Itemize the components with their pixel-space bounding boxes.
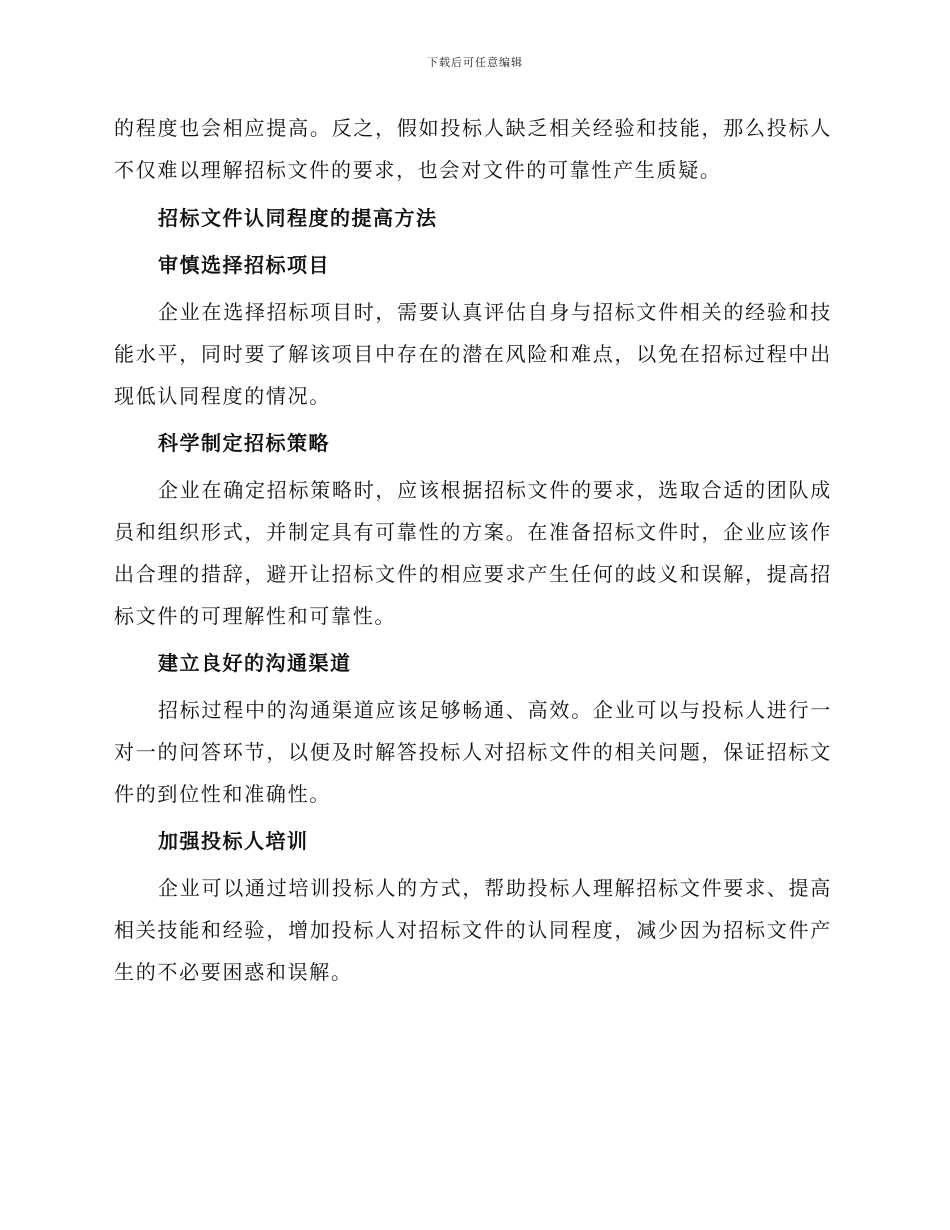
document-body: [114, 107, 832, 993]
page-header-note: 下载后可任意编辑: [427, 56, 523, 69]
subsection-heading: 科学制定招标策略: [158, 431, 330, 455]
intro-paragraph: 的程度也会相应提高。反之，假如投标人缺乏相关经验和技能，那么投标人不仅难以理解招标文件的要求，也会对文件的可靠性产生质疑。: [114, 116, 832, 182]
subsection-body: 企业在确定招标策略时，应该根据招标文件的要求，选取合适的团队成员和组织形式，并制定具有可靠性的方案。在准备招标文件时，企业应该作出合理的措辞，避开让招标文件的相应要求产生任何的歧义和误解，提高招标文件的可理解性和可靠性。: [114, 478, 832, 628]
subsection-heading: 审慎选择招标项目: [158, 253, 330, 277]
subsection-heading: 加强投标人培训: [158, 829, 309, 853]
subsection-body: 企业可以通过培训投标人的方式，帮助投标人理解招标文件要求、提高相关技能和经验，增加投标人对招标文件的认同程度，减少因为招标文件产生的不必要困惑和误解。: [114, 876, 832, 984]
subsection-body: 企业在选择招标项目时，需要认真评估自身与招标文件相关的经验和技能水平，同时要了解该项目中存在的潜在风险和难点，以免在招标过程中出现低认同程度的情况。: [114, 300, 832, 408]
section-title: 招标文件认同程度的提高方法: [158, 206, 438, 230]
subsection-body: 招标过程中的沟通渠道应该足够畅通、高效。企业可以与投标人进行一对一的问答环节，以便及时解答投标人对招标文件的相关问题，保证招标文件的到位性和准确性。: [114, 698, 832, 806]
subsection-heading: 建立良好的沟通渠道: [158, 651, 352, 675]
